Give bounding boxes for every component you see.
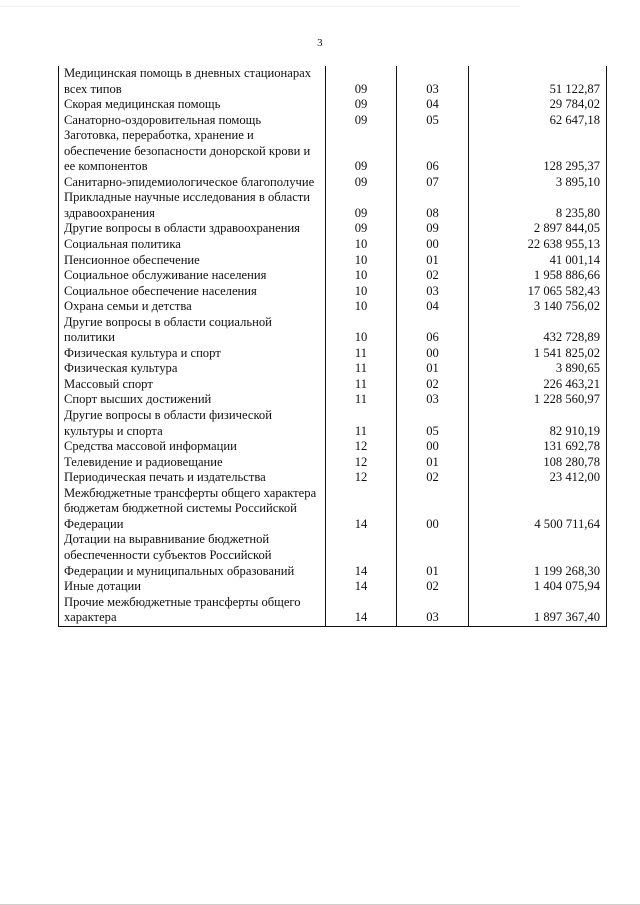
row-subsection: 05 [397, 113, 469, 129]
row-name-cell [59, 346, 326, 362]
table-row [59, 113, 607, 129]
table-row [59, 579, 607, 595]
row-name: Периодическая печать и издательства [64, 470, 266, 485]
row-amount: 3 895,10 [469, 175, 607, 191]
row-subsection: 05 [397, 408, 469, 439]
row-amount: 432 728,89 [469, 315, 607, 346]
row-section: 11 [326, 392, 397, 408]
row-name-cell [59, 284, 326, 300]
row-name: Телевидение и радиовещание [64, 454, 223, 469]
table-row [59, 361, 607, 377]
row-subsection: 01 [397, 532, 469, 579]
row-amount: 22 638 955,13 [469, 237, 607, 253]
table-row [59, 221, 607, 237]
row-amount: 1 958 886,66 [469, 268, 607, 284]
row-subsection: 00 [397, 237, 469, 253]
row-section: 09 [326, 97, 397, 113]
row-section: 14 [326, 486, 397, 533]
row-section: 12 [326, 439, 397, 455]
table-row [59, 392, 607, 408]
row-name: Санитарно-эпидемиологическое благополучие [64, 174, 315, 189]
row-subsection: 00 [397, 439, 469, 455]
row-subsection: 02 [397, 268, 469, 284]
row-name-cell [59, 268, 326, 284]
table-row [59, 595, 607, 627]
row-amount: 226 463,21 [469, 377, 607, 393]
row-amount: 51 122,87 [469, 66, 607, 97]
row-name-cell [59, 595, 326, 627]
row-name-cell [59, 532, 326, 579]
row-name: Массовый спорт [64, 376, 153, 391]
row-amount: 23 412,00 [469, 470, 607, 486]
row-subsection: 03 [397, 284, 469, 300]
row-name-cell [59, 408, 326, 439]
table-body [59, 66, 607, 626]
row-name: Заготовка, переработка, хранение и обеспечение безопасности донорской крови и ее компонентов [64, 128, 311, 174]
row-amount: 1 897 367,40 [469, 595, 607, 627]
row-name-cell [59, 128, 326, 175]
row-name-cell [59, 253, 326, 269]
row-name-cell [59, 190, 326, 221]
row-section: 12 [326, 455, 397, 471]
row-section: 10 [326, 284, 397, 300]
table-row [59, 346, 607, 362]
row-amount: 128 295,37 [469, 128, 607, 175]
row-name: Другие вопросы в области социальной политики [64, 314, 272, 345]
row-subsection: 01 [397, 361, 469, 377]
row-subsection: 01 [397, 455, 469, 471]
budget-allocation-table [58, 66, 607, 627]
row-name: Социальная политика [64, 237, 181, 252]
row-subsection: 09 [397, 221, 469, 237]
table-row [59, 455, 607, 471]
row-name: Социальное обслуживание населения [64, 268, 267, 283]
row-name: Спорт высших достижений [64, 392, 212, 407]
row-section: 14 [326, 532, 397, 579]
row-name-cell [59, 392, 326, 408]
row-amount: 108 280,78 [469, 455, 607, 471]
row-subsection: 04 [397, 97, 469, 113]
table-row [59, 190, 607, 221]
page-number: 3 [317, 37, 323, 49]
row-name-cell [59, 113, 326, 129]
row-name: Прочие межбюджетные трансферты общего характера [64, 594, 301, 625]
row-name-cell [59, 237, 326, 253]
row-section: 10 [326, 253, 397, 269]
table-row [59, 408, 607, 439]
row-subsection: 07 [397, 175, 469, 191]
row-section: 09 [326, 128, 397, 175]
row-amount: 41 001,14 [469, 253, 607, 269]
row-name-cell [59, 455, 326, 471]
row-name: Охрана семьи и детства [64, 299, 192, 314]
row-name-cell [59, 361, 326, 377]
row-name: Прикладные научные исследования в области здравоохранения [64, 190, 311, 220]
table-row [59, 175, 607, 191]
row-name-cell [59, 470, 326, 486]
row-name: Другие вопросы в области физической культуры и спорта [64, 408, 272, 438]
row-subsection: 06 [397, 315, 469, 346]
row-amount: 131 692,78 [469, 439, 607, 455]
row-subsection: 08 [397, 190, 469, 221]
row-name-cell [59, 175, 326, 191]
row-section: 12 [326, 470, 397, 486]
row-section: 09 [326, 66, 397, 97]
table-row [59, 237, 607, 253]
row-name-cell [59, 486, 326, 533]
table-row [59, 439, 607, 455]
row-name: Средства массовой информации [64, 439, 237, 454]
row-name: Социальное обеспечение населения [64, 283, 257, 298]
row-subsection: 03 [397, 595, 469, 627]
table-row [59, 377, 607, 393]
row-name: Межбюджетные трансферты общего характера бюджетам бюджетной системы Российской Федерации [64, 485, 317, 531]
row-name: Физическая культура и спорт [64, 345, 221, 360]
row-name-cell [59, 439, 326, 455]
row-amount: 2 897 844,05 [469, 221, 607, 237]
table-row [59, 299, 607, 315]
row-subsection: 03 [397, 66, 469, 97]
row-subsection: 04 [397, 299, 469, 315]
table-row [59, 128, 607, 175]
table-row [59, 486, 607, 533]
row-amount: 3 890,65 [469, 361, 607, 377]
table-row [59, 66, 607, 97]
table-row [59, 97, 607, 113]
row-name: Другие вопросы в области здравоохранения [64, 221, 300, 236]
row-subsection: 01 [397, 253, 469, 269]
row-subsection: 06 [397, 128, 469, 175]
row-name: Санаторно-оздоровительная помощь [64, 112, 262, 127]
table-row [59, 284, 607, 300]
row-name: Скорая медицинская помощь [64, 97, 221, 112]
row-section: 11 [326, 361, 397, 377]
row-amount: 1 404 075,94 [469, 579, 607, 595]
row-name-cell [59, 377, 326, 393]
row-name-cell [59, 315, 326, 346]
table-row [59, 470, 607, 486]
row-section: 11 [326, 346, 397, 362]
row-amount: 1 228 560,97 [469, 392, 607, 408]
row-section: 10 [326, 268, 397, 284]
row-name-cell [59, 221, 326, 237]
table-row [59, 532, 607, 579]
row-subsection: 02 [397, 579, 469, 595]
row-amount: 8 235,80 [469, 190, 607, 221]
row-name: Медицинская помощь в дневных стационарах всех типов [64, 66, 312, 96]
row-name-cell [59, 97, 326, 113]
row-section: 09 [326, 190, 397, 221]
row-subsection: 00 [397, 486, 469, 533]
row-section: 10 [326, 299, 397, 315]
row-section: 09 [326, 113, 397, 129]
row-amount: 62 647,18 [469, 113, 607, 129]
scan-edge-top [0, 6, 520, 7]
row-name-cell [59, 66, 326, 97]
row-subsection: 03 [397, 392, 469, 408]
row-section: 11 [326, 377, 397, 393]
row-section: 09 [326, 221, 397, 237]
row-amount: 17 065 582,43 [469, 284, 607, 300]
table-row [59, 268, 607, 284]
table-row [59, 315, 607, 346]
row-section: 10 [326, 237, 397, 253]
row-name-cell [59, 579, 326, 595]
row-amount: 82 910,19 [469, 408, 607, 439]
row-section: 10 [326, 315, 397, 346]
row-name-cell [59, 299, 326, 315]
row-subsection: 00 [397, 346, 469, 362]
row-amount: 1 199 268,30 [469, 532, 607, 579]
row-amount: 1 541 825,02 [469, 346, 607, 362]
row-subsection: 02 [397, 470, 469, 486]
row-section: 14 [326, 579, 397, 595]
row-section: 14 [326, 595, 397, 627]
row-amount: 3 140 756,02 [469, 299, 607, 315]
row-section: 11 [326, 408, 397, 439]
row-name: Физическая культура [64, 361, 178, 376]
row-section: 09 [326, 175, 397, 191]
row-amount: 29 784,02 [469, 97, 607, 113]
row-name: Пенсионное обеспечение [64, 252, 200, 267]
row-subsection: 02 [397, 377, 469, 393]
row-amount: 4 500 711,64 [469, 486, 607, 533]
table-row [59, 253, 607, 269]
row-name: Иные дотации [64, 579, 142, 594]
row-name: Дотации на выравнивание бюджетной обеспеченности субъектов Российской Федерации и муниципальных образований [64, 532, 295, 578]
